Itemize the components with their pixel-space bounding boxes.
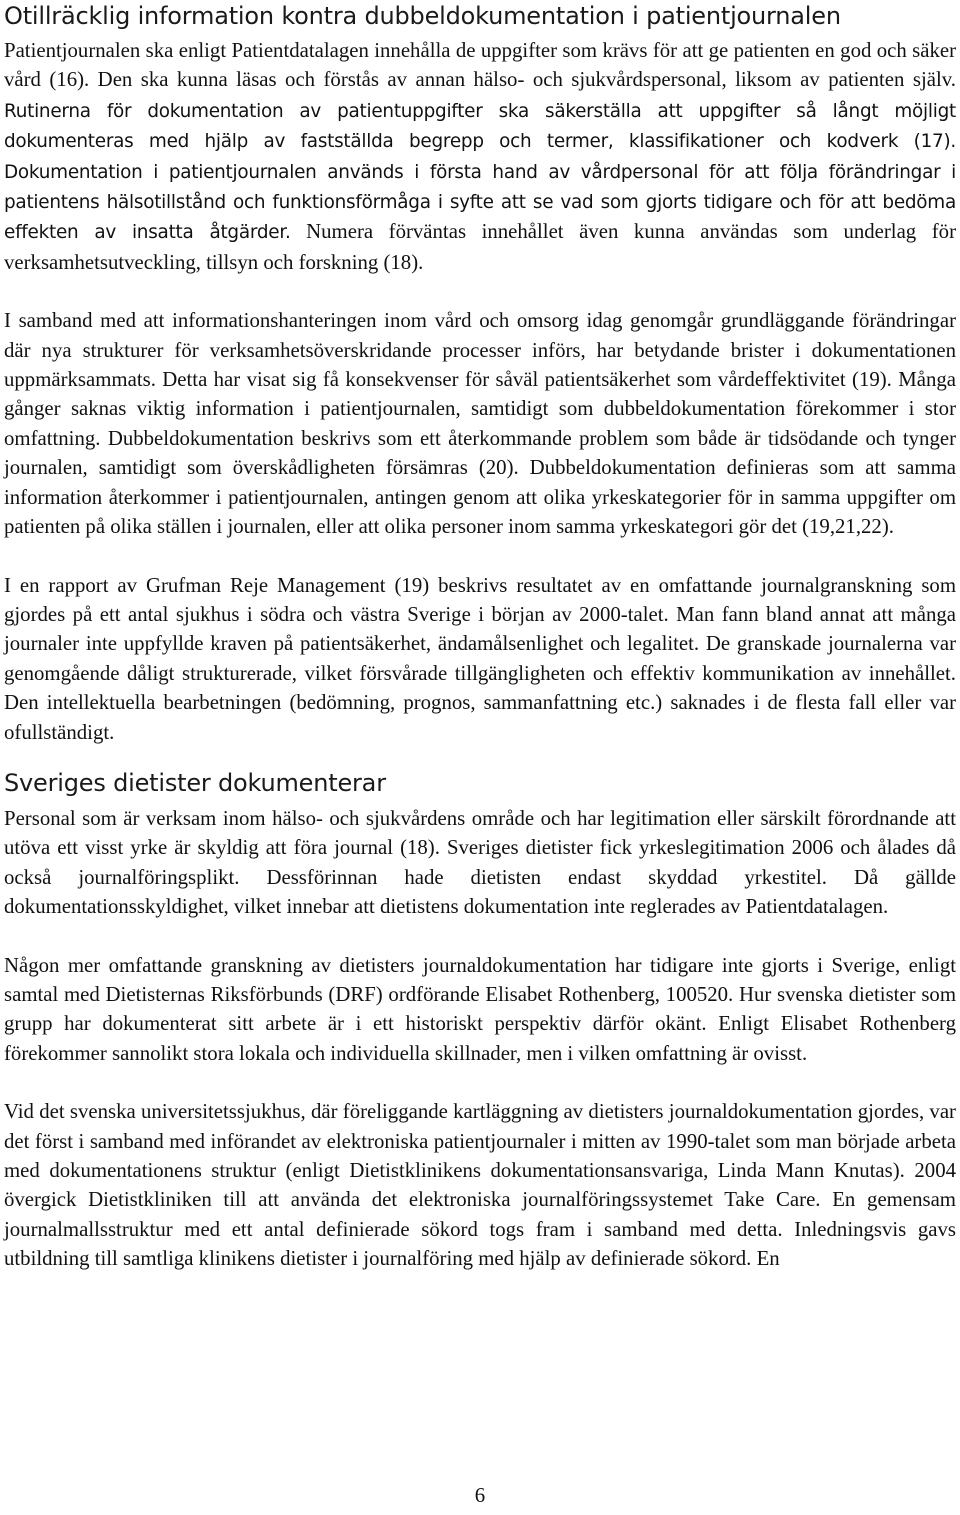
paragraph: [4, 306, 956, 541]
paragraph: [4, 1097, 956, 1273]
paragraph-text: I samband med att informationshanteringen inom vård och omsorg idag genomgår grundläggande förändringar där nya strukturer för verksamhetsöverskridande processer införs, har betydande brister i dokumentationen uppmärksammats. Detta har visat sig få konsekvenser för såväl patientsäkerhet som vårdeffektivitet (19). Många gånger saknas viktig information i patientjournalen, samtidigt som dubbeldokumentation förekommer i stor omfattning. Dubbeldokumentation beskrivs som ett återkommande problem som både är tidsödande och tynger journalen, samtidigt som överskådligheten försämras (20). Dubbeldokumentation definieras som att samma information återkommer i patientjournalen, antingen genom att olika yrkeskategorier för in samma uppgifter om patienten på olika ställen i journalen, eller att olika personer inom samma yrkeskategori gör det (19,21,22).: [4, 309, 956, 539]
paragraph-text: Dokumentation i patientjournalen används i första hand av vårdpersonal för att följa förändringar i patientens hälsotillstånd och funktionsförmåga i syfte att se vad som gjorts tidigare och för att bedöma effekten av insatta åtgärder.: [4, 161, 956, 244]
paragraph: [4, 804, 956, 922]
page-content: [4, 0, 956, 1274]
paragraph-text: Numera förväntas innehållet även kunna användas som underlag för verksamhetsutveckling, tillsyn och forskning (18).: [4, 220, 956, 274]
paragraph-text: Personal som är verksam inom hälso- och sjukvårdens område och har legitimation eller särskilt förordnande att utöva ett visst yrke är skyldig att föra journal (18). Sveriges dietister fick yrkeslegitimation 2006 och ålades då också journalföringsplikt. Dessförinnan hade dietisten endast skyddad yrkestitel. Då gällde dokumentationsskyldighet, vilket innebar att dietistens dokumentation inte reglerades av Patientdatalagen.: [4, 806, 956, 919]
paragraph: [4, 571, 956, 747]
paragraph-spacer: [4, 922, 956, 951]
paragraph-text: Patientjournalen ska enligt Patientdatalagen innehålla de uppgifter som krävs för att ge patienten en god och säker vård (16). Den ska kunna läsas och förstås av annan hälso- och sjukvårdspersonal, liksom av patienten själv.: [4, 39, 956, 92]
section-heading: Otillräcklig information kontra dubbeldokumentation i patientjournalen: [4, 2, 841, 30]
paragraph-spacer: [4, 542, 956, 571]
paragraph-text: I en rapport av Grufman Reje Management (19) beskrivs resultatet av en omfattande journalgranskning som gjordes på ett antal sjukhus i södra och västra Sverige i början av 2000-talet. Man fann bland annat att många journaler inte uppfyllde kraven på patientsäkerhet, ändamålsenlighet och legalitet. De granskade journalerna var genomgående dåligt strukturerade, vilket försvårade tillgängligheten och effektiv kommunikation av innehållet. Den intellektuella bearbetningen (bedömning, prognos, sammanfattning etc.) saknades i de flesta fall eller var ofullständigt.: [4, 573, 956, 744]
paragraph-text: Vid det svenska universitetssjukhus, där föreliggande kartläggning av dietisters journaldokumentation gjordes, var det först i samband med införandet av elektroniska patientjournaler i mitten av 1990-talet som man började arbeta med dokumentationens struktur (enligt Dietistklinikens dokumentationsansvariga, Linda Mann Knutas). 2004 övergick Dietistkliniken till att använda det elektroniska journalföringssystemet Take Care. En gemensam journalmallsstruktur med ett antal definierade sökord togs fram i samband med detta. Inledningsvis gavs utbildning till samtliga klinikens dietister i journalföring med hjälp av definierade sökord. En: [4, 1100, 956, 1271]
page-number: 6: [474, 1484, 486, 1507]
paragraph: [4, 951, 956, 1069]
paragraph-text: Någon mer omfattande granskning av dietisters journaldokumentation har tidigare inte gjorts i Sverige, enligt samtal med Dietisternas Riksförbunds (DRF) ordförande Elisabet Rothenberg, 100520. Hur svenska dietister som grupp har dokumenterat sitt arbete är i ett historiskt perspektiv därför okänt. Enligt Elisabet Rothenberg förekommer sannolikt stora lokala och individuella skillnader, men i vilken omfattning är ovisst.: [4, 953, 956, 1065]
paragraph-spacer: [4, 277, 956, 306]
section-heading: Sveriges dietister dokumenterar: [4, 768, 386, 797]
paragraph-spacer: [4, 1068, 956, 1097]
paragraph-text: Rutinerna för dokumentation av patientuppgifter ska säkerställa att uppgifter så långt möjligt dokumenteras med hjälp av fastställda begrepp och termer, klassifikationer och kodverk (17).: [4, 100, 956, 153]
paragraph: [4, 36, 956, 277]
